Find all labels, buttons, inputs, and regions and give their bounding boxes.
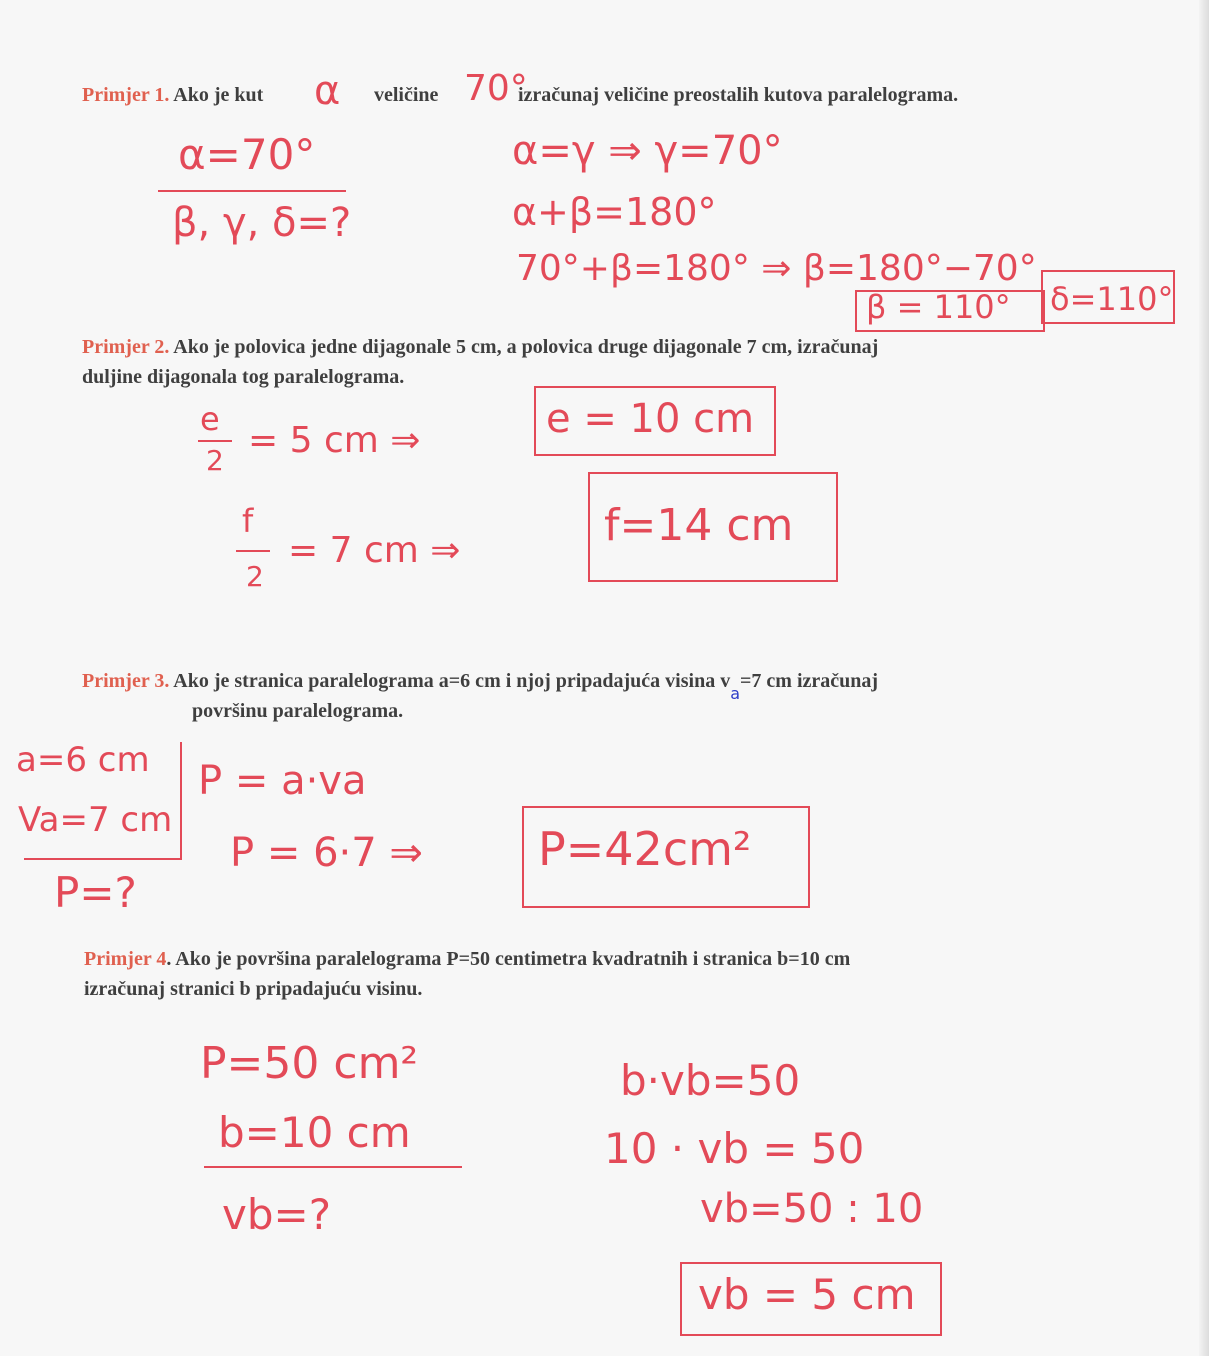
ex3-text-1a: Ako je stranica paralelograma a=6 cm i njoj pripadajuća visina v bbox=[173, 670, 731, 692]
ex3-given-bracket bbox=[180, 742, 182, 860]
ex1-step-3: 70°+β=180° ⇒ β=180°−70° bbox=[516, 248, 1037, 289]
ex2-f-equation: = 7 cm ⇒ bbox=[288, 530, 461, 571]
ex1-result-1: β = 110° bbox=[866, 288, 1011, 326]
paper-edge bbox=[1199, 0, 1209, 1356]
ex2-f-result: f=14 cm bbox=[604, 500, 794, 551]
ex4-result: vb = 5 cm bbox=[698, 1270, 916, 1319]
ex3-text-1b: =7 cm izračunaj bbox=[740, 670, 879, 692]
ex3-statement-line-2: površinu paralelograma. bbox=[192, 700, 404, 722]
ex2-f-numerator: f bbox=[242, 502, 254, 540]
ex2-e-fraction-bar bbox=[198, 440, 232, 442]
ex4-step-2: 10 · vb = 50 bbox=[604, 1124, 865, 1173]
ex4-given-2: b=10 cm bbox=[218, 1108, 411, 1157]
ex1-result-2: δ=110° bbox=[1050, 280, 1174, 318]
ex2-statement-line-1 bbox=[82, 336, 878, 359]
ex3-formula: P = a·va bbox=[198, 758, 367, 804]
ex1-given: α=70° bbox=[178, 130, 316, 179]
ex3-substitution: P = 6·7 ⇒ bbox=[230, 830, 423, 876]
ex1-text-2: veličine bbox=[374, 84, 439, 106]
ex4-label: Primjer 4 bbox=[84, 948, 167, 970]
ex2-e-numerator: e bbox=[200, 400, 220, 438]
ex3-subscript-a: a bbox=[730, 684, 741, 703]
ex4-text-1: Ako je površina paralelograma P=50 centimetra kvadratnih i stranica b=10 cm bbox=[175, 948, 851, 970]
ex3-result: P=42cm² bbox=[538, 822, 752, 876]
ex3-statement-line-1 bbox=[82, 670, 879, 703]
ex1-statement bbox=[82, 84, 263, 107]
ex3-unknown: P=? bbox=[54, 868, 137, 917]
ex1-text-1: Ako je kut bbox=[173, 84, 264, 106]
ex3-given-1: a=6 cm bbox=[16, 740, 150, 780]
ex4-unknown: vb=? bbox=[222, 1190, 331, 1239]
ex1-alpha: α bbox=[314, 68, 341, 114]
ex2-label: Primjer 2. bbox=[82, 336, 170, 358]
ex2-statement-line-2: duljine dijagonala tog paralelograma. bbox=[82, 366, 405, 388]
ex1-step-1: α=γ ⇒ γ=70° bbox=[512, 128, 783, 174]
ex1-unknown: β, γ, δ=? bbox=[172, 200, 352, 246]
ex2-f-fraction-bar bbox=[236, 550, 270, 552]
ex4-divider bbox=[204, 1166, 462, 1168]
ex2-e-result: e = 10 cm bbox=[546, 396, 755, 442]
ex3-divider bbox=[24, 858, 182, 860]
ex4-label-dot: . bbox=[166, 948, 172, 970]
ex4-given-1: P=50 cm² bbox=[200, 1038, 419, 1089]
ex2-e-denominator: 2 bbox=[206, 444, 224, 477]
ex1-label: Primjer 1. bbox=[82, 84, 170, 106]
ex2-e-equation: = 5 cm ⇒ bbox=[248, 420, 421, 461]
ex2-f-denominator: 2 bbox=[246, 560, 264, 593]
ex4-step-3: vb=50 : 10 bbox=[700, 1186, 924, 1232]
ex4-step-1: b·vb=50 bbox=[620, 1056, 801, 1105]
ex4-statement-line-2: izračunaj stranici b pripadajuću visinu. bbox=[84, 978, 423, 1000]
ex1-divider bbox=[158, 190, 346, 192]
ex1-step-2: α+β=180° bbox=[512, 190, 717, 234]
ex4-statement-line-1 bbox=[84, 948, 850, 971]
ex1-degrees: 70° bbox=[464, 68, 528, 109]
ex2-text-1: Ako je polovica jedne dijagonale 5 cm, a polovica druge dijagonale 7 cm, izračunaj bbox=[173, 336, 879, 358]
ex1-text-3: izračunaj veličine preostalih kutova paralelograma. bbox=[518, 84, 959, 106]
ex3-label: Primjer 3. bbox=[82, 670, 170, 692]
ex3-given-2: Va=7 cm bbox=[18, 800, 173, 840]
